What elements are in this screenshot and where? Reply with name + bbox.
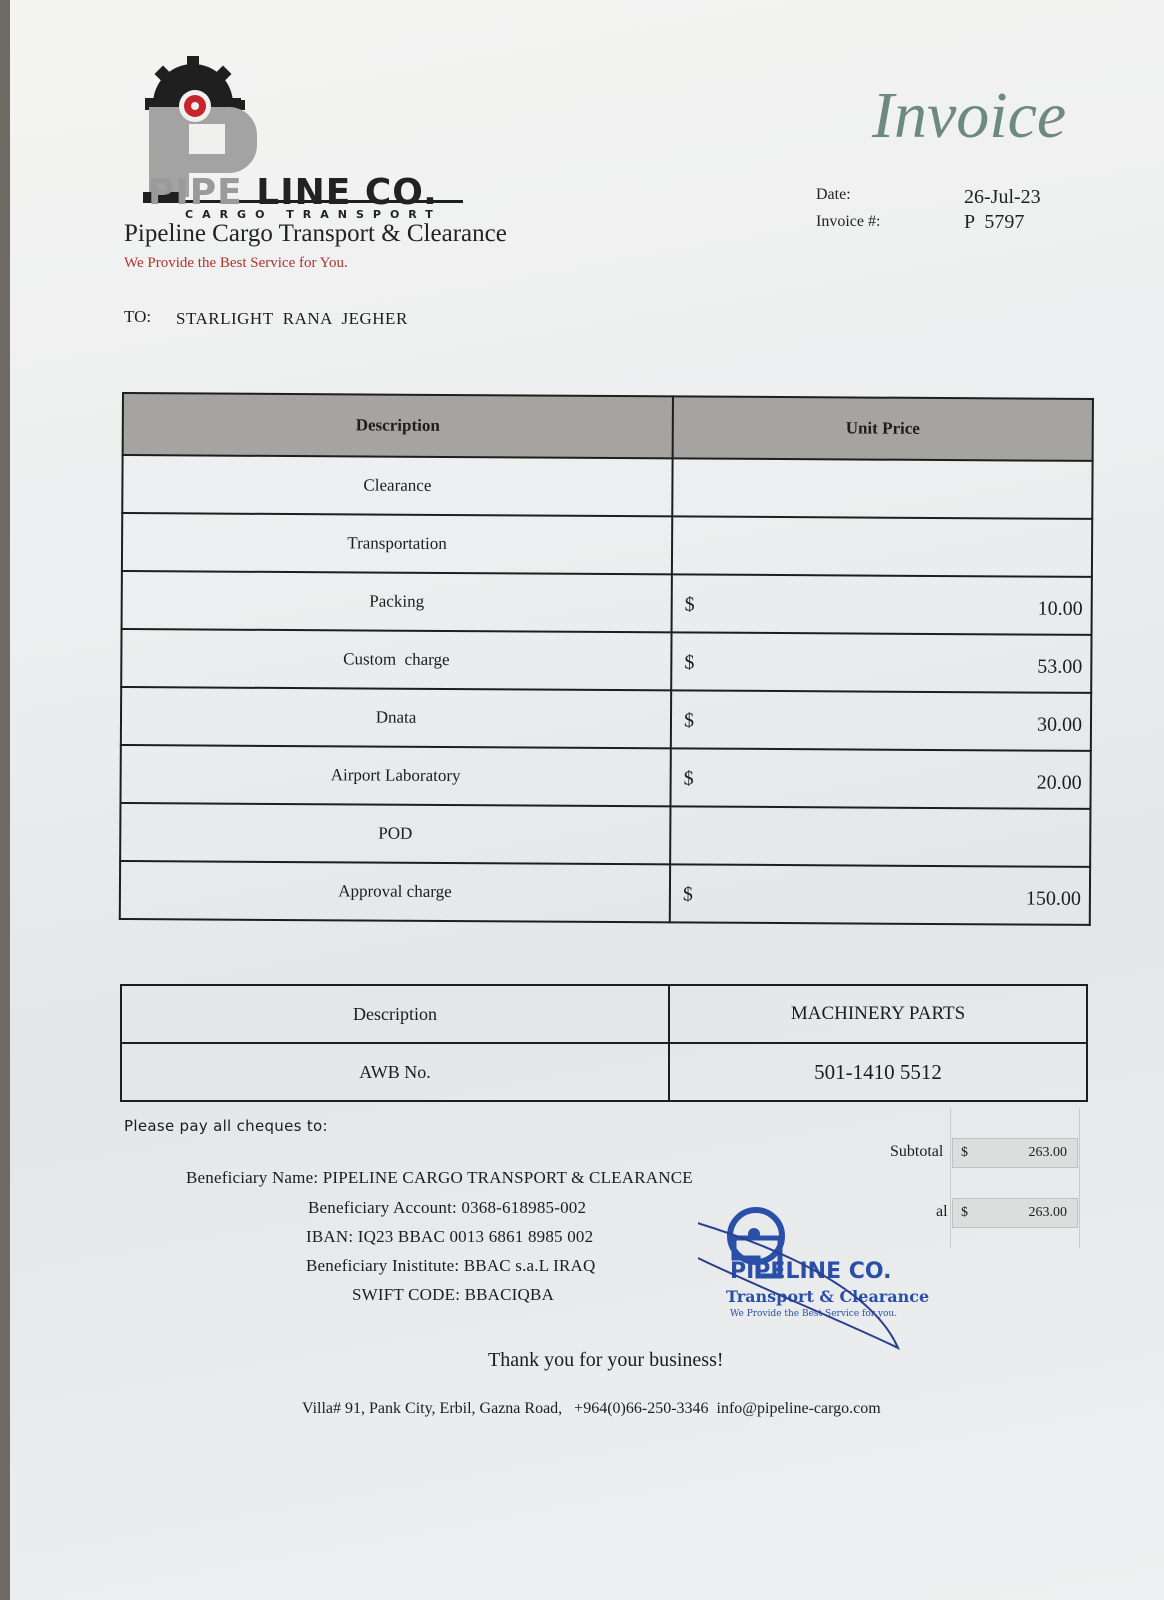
stamp-line2: We Provide the Best Service for you. — [730, 1309, 898, 1319]
subtotal-label: Subtotal — [890, 1143, 944, 1160]
row-description: Airport Laboratory — [120, 745, 670, 806]
shipment-value: MACHINERY PARTS — [669, 985, 1087, 1043]
subtotal-box — [952, 1138, 1078, 1168]
shipment-table — [120, 984, 1088, 1102]
row-price — [670, 748, 1090, 809]
table-row — [122, 455, 1092, 519]
stamp-line1: Transport & Clearance — [726, 1287, 930, 1306]
row-description: Dnata — [121, 687, 671, 748]
payment-heading: Please pay all cheques to: — [124, 1117, 328, 1135]
stamp-brand: PIPELINE CO. — [730, 1259, 892, 1284]
row-description: Packing — [122, 571, 672, 632]
total-label: al — [936, 1203, 948, 1220]
row-description: Transportation — [122, 513, 672, 574]
date-label: Date: — [816, 186, 851, 203]
row-description: Clearance — [122, 455, 672, 516]
row-price — [671, 632, 1091, 693]
shipment-label: AWB No. — [121, 1043, 669, 1101]
charges-table — [119, 392, 1094, 926]
column-header-description: Description — [123, 393, 673, 458]
date-value: 26-Jul-23 — [964, 186, 1041, 208]
swift-code: SWIFT CODE: BBACIQBA — [352, 1285, 555, 1304]
row-description: Custom charge — [121, 629, 671, 690]
price-amount: 53.00 — [1037, 655, 1083, 678]
beneficiary-institute: Beneficiary Inistitute: BBAC s.a.L IRAQ — [306, 1256, 596, 1275]
table-row — [120, 803, 1090, 867]
total-value: 263.00 — [1028, 1205, 1067, 1220]
row-price — [670, 806, 1090, 867]
invoice-title: Invoice — [872, 79, 1067, 152]
currency-symbol: $ — [683, 767, 694, 790]
row-price — [671, 690, 1091, 751]
row-price — [672, 458, 1092, 519]
row-price — [672, 574, 1092, 635]
beneficiary-name: Beneficiary Name: PIPELINE CARGO TRANSPORT & CLEARANCE — [186, 1168, 693, 1187]
iban: IBAN: IQ23 BBAC 0013 6861 8985 002 — [306, 1227, 594, 1246]
footer-contact: Villa# 91, Pank City, Erbil, Gazna Road, +964(0)66-250-3346 info@pipeline-cargo.com — [302, 1400, 881, 1417]
company-tagline: We Provide the Best Service for You. — [124, 255, 348, 271]
thank-you-note: Thank you for your business! — [488, 1349, 724, 1371]
recipient-name: STARLIGHT RANA JEGHER — [176, 309, 408, 328]
table-row — [120, 861, 1090, 925]
company-stamp — [698, 1198, 948, 1358]
row-price — [670, 864, 1090, 925]
beneficiary-account: Beneficiary Account: 0368-618985-002 — [308, 1198, 587, 1217]
price-amount: 20.00 — [1036, 771, 1082, 794]
price-amount: 30.00 — [1036, 713, 1083, 736]
row-description: POD — [120, 803, 670, 864]
table-header-row — [123, 393, 1093, 461]
table-row — [121, 1043, 1087, 1101]
invoice-paper — [10, 0, 1164, 1600]
table-row — [121, 985, 1087, 1043]
price-amount: 10.00 — [1037, 597, 1083, 620]
invoice-number-value: P 5797 — [964, 211, 1025, 233]
logo-wordmark: PIPE LINE CO. — [148, 172, 438, 213]
currency-symbol: $ — [683, 709, 695, 732]
table-row — [121, 629, 1091, 693]
company-name: Pipeline Cargo Transport & Clearance — [124, 220, 507, 247]
subtotal-value: 263.00 — [1028, 1145, 1067, 1160]
total-currency: $ — [961, 1205, 968, 1220]
subtotal-currency: $ — [961, 1145, 968, 1160]
invoice-number-label: Invoice #: — [816, 213, 881, 230]
currency-symbol: $ — [682, 883, 694, 906]
currency-symbol: $ — [684, 593, 695, 616]
table-row — [121, 687, 1091, 751]
row-description: Approval charge — [120, 861, 670, 922]
logo-subtitle: CARGO TRANSPORT — [185, 208, 442, 221]
total-box — [952, 1198, 1078, 1228]
row-price — [672, 516, 1092, 577]
shipment-value: 501-1410 5512 — [669, 1043, 1087, 1101]
column-header-unit-price: Unit Price — [673, 396, 1093, 461]
table-row — [122, 571, 1092, 635]
table-row — [122, 513, 1092, 577]
price-amount: 150.00 — [1025, 887, 1081, 910]
recipient-label: TO: — [124, 307, 152, 326]
shipment-label: Description — [121, 985, 669, 1043]
table-row — [120, 745, 1090, 809]
currency-symbol: $ — [684, 651, 695, 674]
